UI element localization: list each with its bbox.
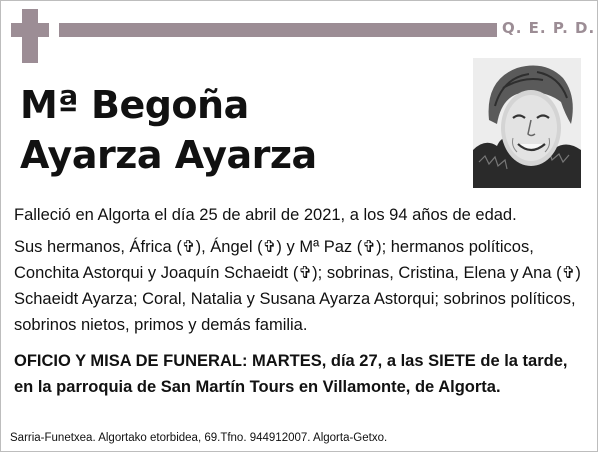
name-line-1: Mª Begoña (20, 83, 249, 127)
qepd-label: Q. E. P. D. (502, 19, 596, 37)
portrait-photo (473, 58, 581, 188)
portrait-photo-graphic (473, 58, 581, 188)
family-list: Sus hermanos, África (✞), Ángel (✞) y Mª Paz (✞); hermanos políticos, Conchita Astorqui y Joaquín Schaeidt (✞); sobrinas, Cristina, Elena y Ana (✞) Schaeidt Ayarza; Coral, Natalia y Susana Ayarza Astorqui; sobrinos políticos, sobrinos nietos, primos y demás familia. (14, 238, 581, 334)
funeral-home-info: Sarria-Funetxea. Algortako etorbidea, 69.Tfno. 944912007. Algorta-Getxo. (10, 432, 388, 444)
name-line-2: Ayarza Ayarza (20, 133, 317, 177)
funeral-details: OFICIO Y MISA DE FUNERAL: MARTES, día 27, a las SIETE de la tarde, en la parroquia de San Martín Tours en Villamonte, de Algorta. (14, 352, 568, 396)
cross-icon-arm (11, 23, 49, 37)
death-notice: Falleció en Algorta el día 25 de abril de 2021, a los 94 años de edad. (14, 206, 517, 224)
deceased-name (20, 80, 317, 180)
obituary-text (14, 202, 588, 400)
header-band (59, 23, 497, 37)
